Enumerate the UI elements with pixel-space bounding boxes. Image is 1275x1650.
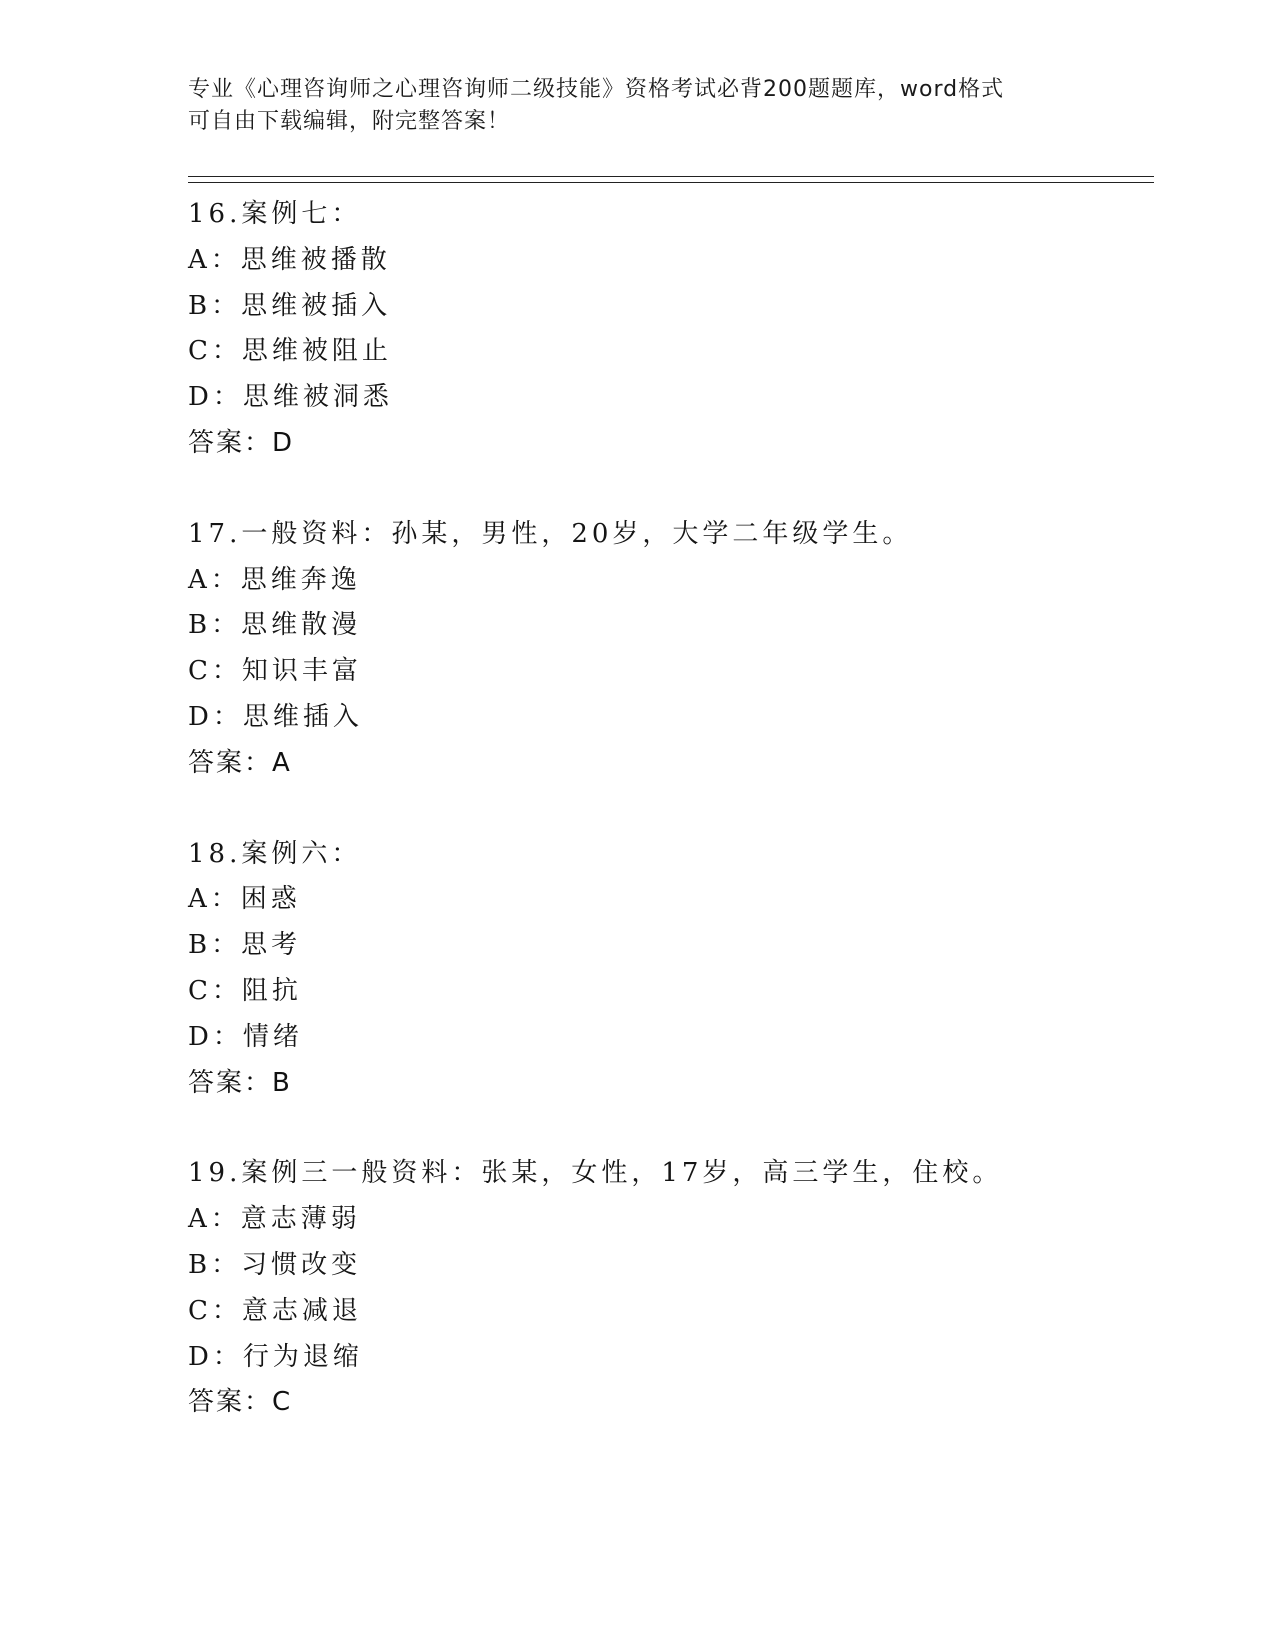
option-d: D：行为退缩: [188, 1341, 363, 1372]
option-c: C：阻抗: [188, 975, 302, 1006]
question-16: [188, 192, 1148, 467]
option-c: C：知识丰富: [188, 656, 362, 687]
question-stem: 18.案例六：: [188, 838, 362, 869]
header-line-2: 可自由下载编辑，附完整答案！: [188, 109, 511, 134]
option-a: A：困惑: [188, 884, 301, 915]
option-c: C：意志减退: [188, 1295, 362, 1326]
question-stem: 16.案例七：: [188, 199, 362, 229]
question-19: [188, 1151, 1148, 1426]
option-d: D：情绪: [188, 1021, 303, 1052]
option-c: C：思维被阻止: [188, 336, 392, 367]
option-b: B：思维散漫: [188, 610, 362, 641]
question-stem: 17.一般资料：孙某，男性，20岁，大学二年级学生。: [188, 518, 913, 549]
answer-line: 答案：A: [188, 747, 292, 778]
option-a: A：思维被播散: [188, 244, 391, 275]
question-18: [188, 832, 1148, 1107]
option-b: B：习惯改变: [188, 1249, 362, 1280]
header-divider-bottom: [188, 182, 1154, 183]
header-divider-top: [188, 176, 1154, 177]
option-b: B：思考: [188, 930, 302, 961]
question-list: [188, 192, 1148, 1471]
option-a: A：意志薄弱: [188, 1204, 361, 1235]
question-17: [188, 512, 1148, 787]
header-line-1: 专业《心理咨询师之心理咨询师二级技能》资格考试必背200题题库，word格式: [188, 77, 1005, 102]
document-header: [188, 74, 1088, 138]
answer-line: 答案：B: [188, 1067, 292, 1098]
option-d: D：思维被洞悉: [188, 382, 393, 413]
answer-line: 答案：C: [188, 1387, 293, 1418]
option-d: D：思维插入: [188, 701, 363, 732]
option-b: B：思维被插入: [188, 290, 392, 321]
question-stem: 19.案例三一般资料：张某，女性，17岁，高三学生，住校。: [188, 1158, 1003, 1189]
option-a: A：思维奔逸: [188, 564, 361, 595]
answer-line: 答案：D: [188, 427, 295, 458]
